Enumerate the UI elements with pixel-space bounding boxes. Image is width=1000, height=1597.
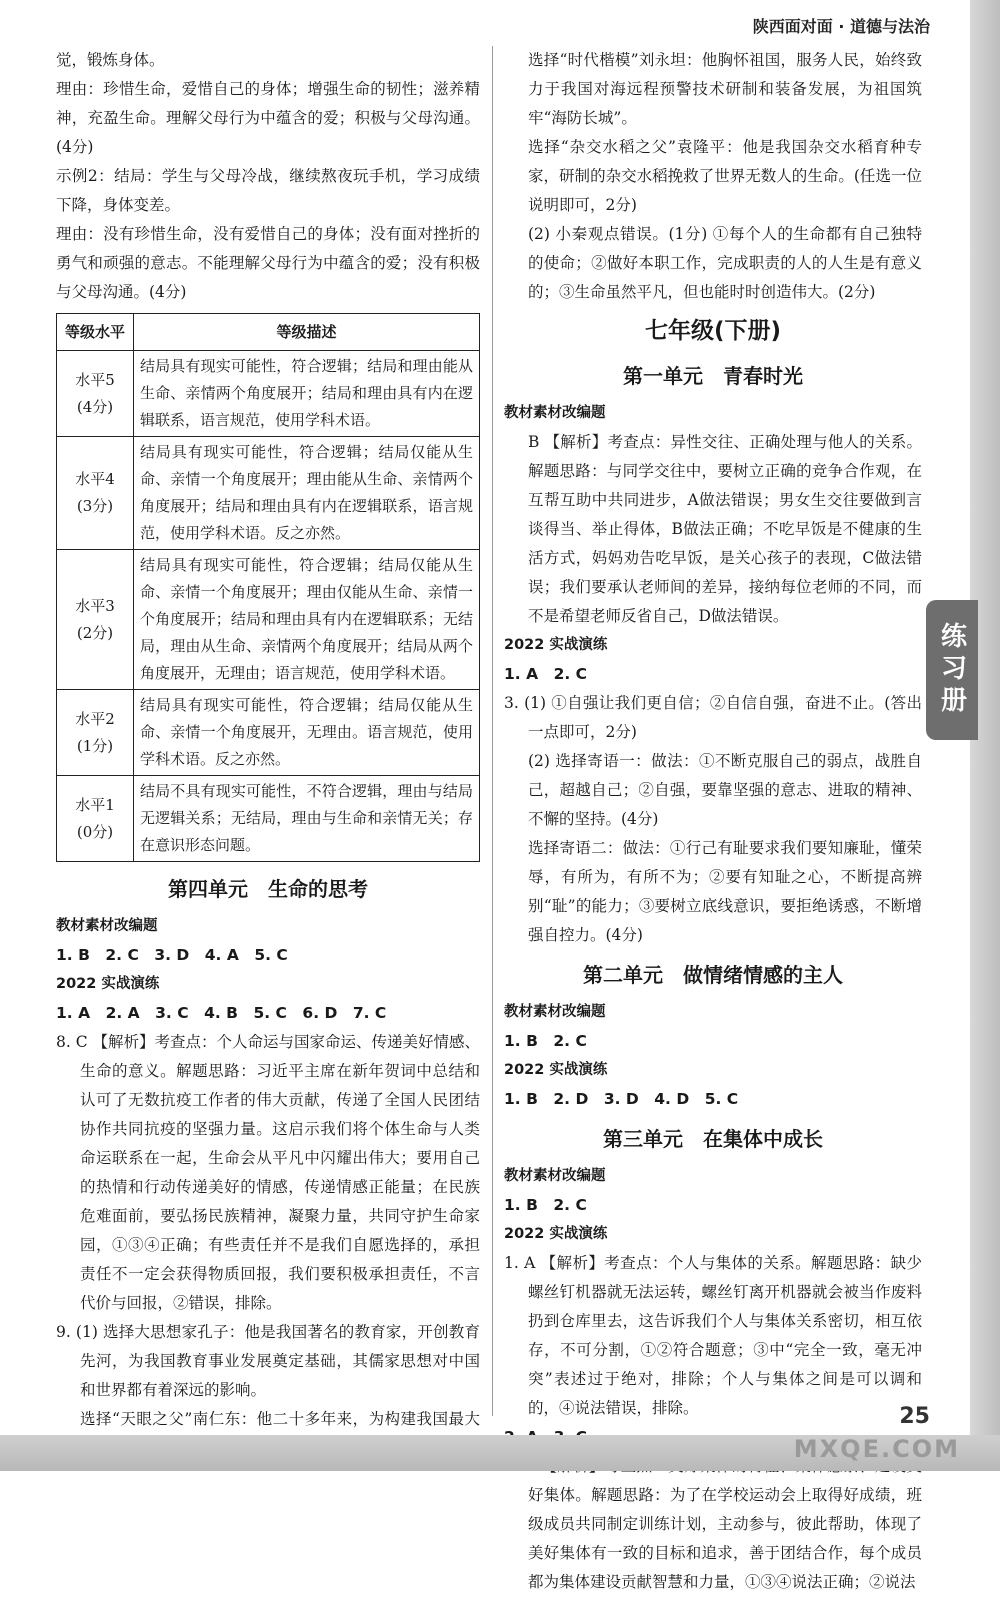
para: 理由：没有珍惜生命，没有爱惜自己的身体；没有面对挫折的勇气和顽强的意志。不能理解父母行为中蕴含的爱；没有积极与父母沟通。(4分) [56, 225, 480, 301]
answers: 1. A 2. C [504, 665, 588, 683]
question-4: 好集体。解题思路：为了在学校运动会上取得好成绩，班级成员共同制定训练计划，主动参与，彼此帮助，体现了美好集体有一致的目标和追求，善于团结合作，每个成员都为集体建设贡献智慧和力量，①③④说法正确；②说法 [528, 1486, 922, 1591]
desc-cell: 结局具有现实可能性，符合逻辑；结局仅能从生命、亲情一个角度展开；理由仅能从生命、亲情一个角度展开；结局和理由具有内在逻辑联系；无结局，理由从生命、亲情两个角度展开；结局从两个角度展开，无理由；语言规范，使用学科术语。 [134, 550, 480, 690]
table-header-row [57, 314, 480, 351]
para: (2) 选择寄语一：做法：①不断克服自己的弱点，战胜自己，超越自己；②自强，要靠坚强的意志、进取的精神、不懈的坚持。(4分) [528, 752, 922, 828]
grade-title: 七年级(下册) [644, 318, 782, 344]
watermark: MXQE.COM [793, 1435, 960, 1463]
answers: 1. B 2. C 3. D 4. A 5. C [56, 946, 288, 964]
table-header: 等级水平 [57, 314, 134, 351]
table-header: 等级描述 [134, 314, 480, 351]
answers: 1. A 2. A 3. C 4. B 5. C 6. D 7. C [56, 1004, 387, 1022]
table-row [57, 550, 480, 690]
unit3-title: 第三单元 在集体中成长 [603, 1127, 823, 1151]
table-row [57, 776, 480, 862]
unit1-title: 第一单元 青春时光 [623, 364, 803, 388]
question-3: 3. (1) ①自强让我们更自信；②自信自强，奋进不止。(答出一点即可，2分) [504, 694, 922, 741]
question-9: 9. (1) 选择大思想家孔子：他是我国著名的教育家，开创教育先河，为我国教育事业发展奠定基础，其儒家思想对中国和世界都有着深远的影响。 [56, 1323, 480, 1399]
desc-cell: 结局具有现实可能性，符合逻辑；结局仅能从生命、亲情一个角度展开，无理由。语言规范，使用学科术语。反之亦然。 [134, 690, 480, 776]
side-tab: 练习册 [926, 600, 978, 740]
para: (2) 小秦观点错误。(1分) ①每个人的生命都有自己独特的使命；②做好本职工作，完成职责的人的人生是有意义的；③生命虽然平凡，但也能时时创造伟大。(2分) [528, 225, 922, 301]
subheading: 2022 实战演练 [504, 1062, 608, 1078]
level-cell: 水平3 (2分) [57, 550, 134, 690]
subheading: 2022 实战演练 [56, 976, 160, 992]
unit2-title: 第二单元 做情绪情感的主人 [583, 963, 843, 987]
grading-table [56, 313, 480, 862]
running-header: 陕西面对面 · 道德与法治 [752, 17, 930, 36]
level-cell: 水平4 (3分) [57, 437, 134, 550]
subheading: 2022 实战演练 [504, 637, 608, 653]
question-8: 8. C 【解析】考查点：个人命运与国家命运、传递美好情感、生命的意义。解题思路：习近平主席在新年贺词中总结和认可了无数抗疫工作者的伟大贡献，传递了全国人民团结协作共同抗疫的坚强力量。这启示我们将个体生命与人类命运联系在一起，生命会从平凡中闪耀出伟大；要用自己的热情和行动传递美好的情感，传递情感正能量；在民族危难面前，要弘扬民族精神，凝聚力量，共同守护生命家园，①③④正确；有些责任并不是我们自愿选择的，承担责任不一定会获得物质回报，我们要积极承担责任，不言代价与回报，②错误，排除。 [56, 1033, 481, 1312]
para: 示例2：结局：学生与父母冷战，继续熬夜玩手机，学习成绩下降，身体变差。 [56, 167, 480, 214]
para: 选择“时代楷模”刘永坦：他胸怀祖国，服务人民，始终致力于我国对海远程预警技术研制和装备发展，为祖国筑牢“海防长城”。 [528, 51, 922, 127]
column-divider [492, 46, 493, 1416]
para: 选择“杂交水稻之父”袁隆平：他是我国杂交水稻育种专家，研制的杂交水稻挽救了世界无数人的生命。(任选一位说明即可，2分) [528, 138, 922, 214]
para: 理由：珍惜生命，爱惜自己的身体；增强生命的韧性；滋养精神，充盈生命。理解父母行为中蕴含的爱；积极与父母沟通。(4分) [56, 80, 480, 156]
answers: 1. B 2. C [504, 1032, 587, 1050]
subheading: 教材素材改编题 [504, 1168, 606, 1184]
table-row [57, 351, 480, 437]
subheading: 教材素材改编题 [504, 1004, 606, 1020]
subheading: 教材素材改编题 [56, 918, 158, 934]
answers: 1. B 2. D 3. D 4. D 5. C [504, 1090, 739, 1108]
unit4-title: 第四单元 生命的思考 [168, 877, 368, 901]
level-cell: 水平2 (1分) [57, 690, 134, 776]
page-number: 25 [899, 1404, 930, 1429]
subheading: 2022 实战演练 [504, 1226, 608, 1242]
question-1: 1. A 【解析】考查点：个人与集体的关系。解题思路：缺少螺丝钉机器就无法运转，螺丝钉离开机器就会被当作废料扔到仓库里去，这告诉我们个人与集体关系密切，相互依存，不可分割，①②符合题意；③中“完全一致，毫无冲突”表述过于绝对，排除；个人与集体之间是可以调和的，④说法错误，排除。 [504, 1254, 922, 1417]
right-column [504, 46, 922, 1597]
para: 选择“天眼之父”南仁东：他二十多年来，为构建我国最大 [80, 1410, 480, 1428]
table-row [57, 690, 480, 776]
answers: 1. B 2. C [504, 1196, 587, 1214]
desc-cell: 结局不具有现实可能性，不符合逻辑，理由与结局无逻辑关系；无结局，理由与生命和亲情无关；存在意识形态问题。 [134, 776, 480, 862]
subheading: 教材素材改编题 [504, 405, 606, 421]
table-row [57, 437, 480, 550]
desc-cell: 结局具有现实可能性，符合逻辑；结局和理由能从生命、亲情两个角度展开；结局和理由具有内在逻辑联系，语言规范，使用学科术语。 [134, 351, 480, 437]
desc-cell: 结局具有现实可能性，符合逻辑；结局仅能从生命、亲情一个角度展开；理由能从生命、亲情两个角度展开；结局和理由具有内在逻辑联系，语言规范，使用学科术语。反之亦然。 [134, 437, 480, 550]
level-cell: 水平1 (0分) [57, 776, 134, 862]
answer-explanation: B 【解析】考查点：异性交往、正确处理与他人的关系。解题思路：与同学交往中，要树立正确的竞争合作观，在互帮互助中共同进步，A做法错误；男女生交往要做到言谈得当、举止得体，B做法正确；不吃早饭是不健康的生活方式，妈妈劝告吃早饭，是关心孩子的表现，C做法错误；我们要承认老师间的差异，接纳每位老师的不同，而不是希望老师反省自己，D做法错误。 [528, 433, 922, 625]
para: 觉，锻炼身体。 [56, 51, 165, 69]
level-cell: 水平5 (4分) [57, 351, 134, 437]
para: 选择寄语二：做法：①行己有耻要求我们要知廉耻，懂荣辱，有所为，有所不为；②要有知耻之心，不断提高辨别“耻”的能力；③要树立底线意识，要拒绝诱惑，不断增强自控力。(4分) [528, 839, 922, 944]
left-column [56, 46, 480, 1463]
